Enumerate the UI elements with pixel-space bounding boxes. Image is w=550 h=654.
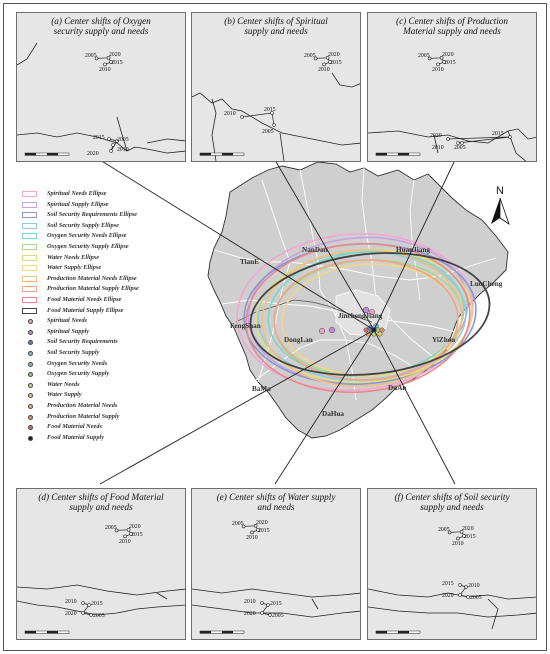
upper-center-shift <box>418 52 456 73</box>
center-point <box>459 594 462 597</box>
center-point <box>82 602 85 605</box>
panel-title-line2: security supply and needs <box>53 26 149 36</box>
legend-label: Oxygen Security Needs <box>47 359 108 367</box>
year-label: 2005 <box>304 53 316 59</box>
year-label: 2020 <box>244 611 256 617</box>
map-label-luocheng: LuoCheng <box>470 280 503 288</box>
center-point <box>323 63 326 66</box>
panel-title <box>368 492 536 512</box>
year-label: 2015 <box>93 135 105 141</box>
legend-label: Water Needs <box>47 380 80 388</box>
inset-panel-water <box>191 488 361 640</box>
panel-title-line1: (b) Center shifts of Spiritual <box>224 16 328 26</box>
map-label-bama: BaMa <box>252 385 271 393</box>
legend-ellipse-swatch <box>22 223 37 229</box>
point-spiritual-needs <box>319 328 325 334</box>
inset-panel-spiritual <box>191 12 361 162</box>
legend-label: Water Supply Ellipse <box>47 264 102 272</box>
panel-title-line1: (f) Center shifts of Soil security <box>394 492 510 502</box>
legend-ellipse-swatch <box>22 276 37 282</box>
legend-label: Spiritual Needs <box>47 317 88 325</box>
upper-center-shift <box>438 526 476 547</box>
center-point <box>437 63 440 66</box>
center-point <box>461 142 464 145</box>
panel-title-line1: (e) Center shifts of Water supply <box>216 492 336 502</box>
year-label: 2010 <box>432 145 444 151</box>
legend-label: Water Needs Ellipse <box>47 253 100 261</box>
year-label: 2010 <box>65 599 77 605</box>
panel-title <box>192 492 360 512</box>
legend-point-swatch <box>28 383 33 388</box>
panel-boundaries <box>192 73 361 161</box>
legend-label: Production Material Needs Ellipse <box>47 274 137 282</box>
year-label: 2015 <box>131 532 143 538</box>
year-label: 2005 <box>105 525 117 531</box>
upper-center-shift <box>232 520 270 541</box>
upper-center-shift <box>85 52 123 73</box>
point-water-supply <box>378 332 382 336</box>
lower-center-shift <box>244 599 284 619</box>
legend-label: Food Material Needs Ellipse <box>47 296 122 303</box>
lower-center-shift <box>87 135 129 157</box>
map-label-donglan: DongLan <box>284 336 313 344</box>
center-point <box>112 144 115 147</box>
year-label: 2020 <box>109 52 121 58</box>
panel-boundaries <box>368 129 537 162</box>
year-label: 2020 <box>328 52 340 58</box>
inset-panel-food <box>16 488 186 640</box>
legend-label: Production Material Needs <box>47 402 118 409</box>
panel-title <box>368 16 536 36</box>
panel-boundaries <box>17 585 186 615</box>
legend-label: Water Supply <box>47 391 82 399</box>
lower-center-shift <box>442 581 482 601</box>
center-point <box>124 535 127 538</box>
legend-ellipse-swatch <box>22 255 37 261</box>
panel-title-line1: (a) Center shifts of Oxygen <box>51 16 151 26</box>
scale-bar <box>200 631 244 633</box>
point-spiritual-supply <box>329 327 335 333</box>
year-label: 2010 <box>99 67 111 73</box>
year-label: 2015 <box>444 60 456 66</box>
year-label: 2015 <box>270 601 282 607</box>
panel-title-line1: (d) Center shifts of Food Material <box>38 492 164 502</box>
year-label: 2010 <box>432 67 444 73</box>
legend-label: Soil Security Requirements <box>47 338 118 346</box>
year-label: 2005 <box>438 527 450 533</box>
center-point <box>269 614 272 617</box>
legend-label: Food Material Needs <box>47 423 102 431</box>
map-label-dahua: DaHua <box>322 410 344 418</box>
year-label: 2020 <box>65 611 77 617</box>
year-label: 2005 <box>262 129 274 135</box>
year-label: 2020 <box>256 520 268 526</box>
panel-title <box>17 16 185 36</box>
map-label-yizhou: YiZhou <box>432 336 456 344</box>
year-label: 2015 <box>91 601 103 607</box>
center-point <box>459 584 462 587</box>
map-label-huanjiang: HuanJiang <box>396 246 430 254</box>
upper-center-shift <box>105 524 143 545</box>
point-food-needs <box>364 328 368 332</box>
legend-ellipse-swatch <box>22 191 37 197</box>
panel-title-line2: supply and needs <box>244 26 308 36</box>
legend-label: Soil Security Supply Ellipse <box>47 221 119 229</box>
year-label: 2005 <box>117 137 129 143</box>
scale-bar <box>376 631 420 633</box>
year-label: 2020 <box>87 151 99 157</box>
legend-ellipse-swatch <box>22 244 37 250</box>
year-label: 2010 <box>244 599 256 605</box>
map-label-tiane: TianE <box>240 258 260 266</box>
lower-center-shift <box>65 599 105 619</box>
year-label: 2005 <box>93 613 105 619</box>
center-point <box>82 612 85 615</box>
panel-title <box>192 16 360 36</box>
panel-title-line2: and needs <box>257 502 295 512</box>
map-label-fengshan: FengShan <box>230 322 261 330</box>
center-point <box>457 537 460 540</box>
legend-ellipse-swatch <box>22 308 37 314</box>
map-label-jinchengjiang: JinchengJiang <box>338 312 383 320</box>
panel-title-line1: (c) Center shifts of Production <box>396 16 508 26</box>
scale-bar <box>25 153 69 155</box>
legend-ellipse-swatch <box>22 202 37 208</box>
lower-center-shift <box>224 107 276 135</box>
scale-bar <box>376 153 420 155</box>
center-point <box>251 531 254 534</box>
legend-point-swatch <box>28 404 33 409</box>
legend-label: Oxygen Security Needs Ellipse <box>47 232 127 240</box>
center-point <box>465 586 468 589</box>
year-label: 2015 <box>330 60 342 66</box>
center-point <box>110 150 113 153</box>
legend-point-swatch <box>28 436 33 441</box>
inset-panel-oxygen <box>16 12 186 162</box>
panel-title-line2: supply and needs <box>69 502 133 512</box>
legend-ellipse-swatch <box>22 233 37 239</box>
center-point <box>273 124 276 127</box>
legend-ellipse-swatch <box>22 286 37 292</box>
center-point <box>509 136 512 139</box>
map-label-nandan: NanDan <box>302 246 328 254</box>
center-point <box>104 63 107 66</box>
year-label: 2005 <box>272 613 284 619</box>
year-label: 2010 <box>119 539 131 545</box>
point-production-supply <box>380 328 384 332</box>
year-label: 2010 <box>224 111 236 117</box>
inset-panel-production <box>367 12 537 162</box>
legend-ellipse-swatch <box>22 212 37 218</box>
year-label: 2015 <box>264 107 276 113</box>
north-label: N <box>496 185 504 197</box>
center-point <box>447 138 450 141</box>
year-label: 2010 <box>246 535 258 541</box>
year-label: 2010 <box>468 583 480 589</box>
upper-center-shift <box>304 52 342 73</box>
legend-label: Oxygen Security Supply Ellipse <box>47 243 129 250</box>
year-label: 2015 <box>258 528 270 534</box>
legend-label: Production Material Supply Ellipse <box>47 285 139 293</box>
year-label: 2010 <box>452 541 464 547</box>
year-label: 2020 <box>442 52 454 58</box>
center-point <box>267 604 270 607</box>
year-label: 2010 <box>318 67 330 73</box>
legend-point-swatch <box>28 351 33 356</box>
legend-label: Food Material Supply Ellipse <box>47 306 124 314</box>
legend-point-swatch <box>28 362 33 367</box>
year-label: 2005 <box>232 521 244 527</box>
year-label: 2020 <box>442 593 454 599</box>
legend-label: Spiritual Supply Ellipse <box>47 200 109 208</box>
year-label: 2005 <box>470 595 482 601</box>
panel-title-line2: Material supply and needs <box>403 26 501 36</box>
center-point <box>108 138 111 141</box>
legend-label: Spiritual Needs Ellipse <box>47 190 107 197</box>
center-point <box>261 612 264 615</box>
legend-point-swatch <box>28 415 33 420</box>
legend-ellipse-swatch <box>22 297 37 303</box>
year-label: 2015 <box>492 131 504 137</box>
year-label: 2020 <box>462 526 474 532</box>
center-point <box>457 142 460 145</box>
center-point <box>261 602 264 605</box>
legend-label: Food Material Supply <box>47 433 105 441</box>
map-label-duan: DuAn <box>388 384 407 392</box>
year-label: 2015 <box>111 60 123 66</box>
center-point <box>88 604 91 607</box>
panel-title-line2: supply and needs <box>420 502 484 512</box>
legend-label: Oxygen Security Supply <box>47 370 110 378</box>
inset-panel-soil <box>367 488 537 640</box>
legend-label: Soil Security Supply <box>47 349 100 356</box>
year-label: 2015 <box>442 581 454 587</box>
scale-bar <box>200 153 244 155</box>
legend-label: Spiritual Supply <box>47 327 90 335</box>
year-label: 2010 <box>117 147 129 153</box>
legend-ellipse-swatch <box>22 265 37 271</box>
year-label: 2005 <box>418 53 430 59</box>
year-label: 2005 <box>85 53 97 59</box>
center-point <box>90 614 93 617</box>
center-point <box>241 116 244 119</box>
legend-label: Production Material Supply <box>47 412 120 420</box>
scale-bar <box>25 631 69 633</box>
legend-label: Soil Security Requirements Ellipse <box>47 211 138 219</box>
legend-point-swatch <box>28 330 33 335</box>
center-point <box>467 596 470 599</box>
north-arrow-icon <box>491 185 509 224</box>
year-label: 2020 <box>129 524 141 530</box>
year-label: 2020 <box>430 133 442 139</box>
panel-title <box>17 492 185 512</box>
year-label: 2015 <box>464 534 476 540</box>
year-label: 2005 <box>454 145 466 151</box>
